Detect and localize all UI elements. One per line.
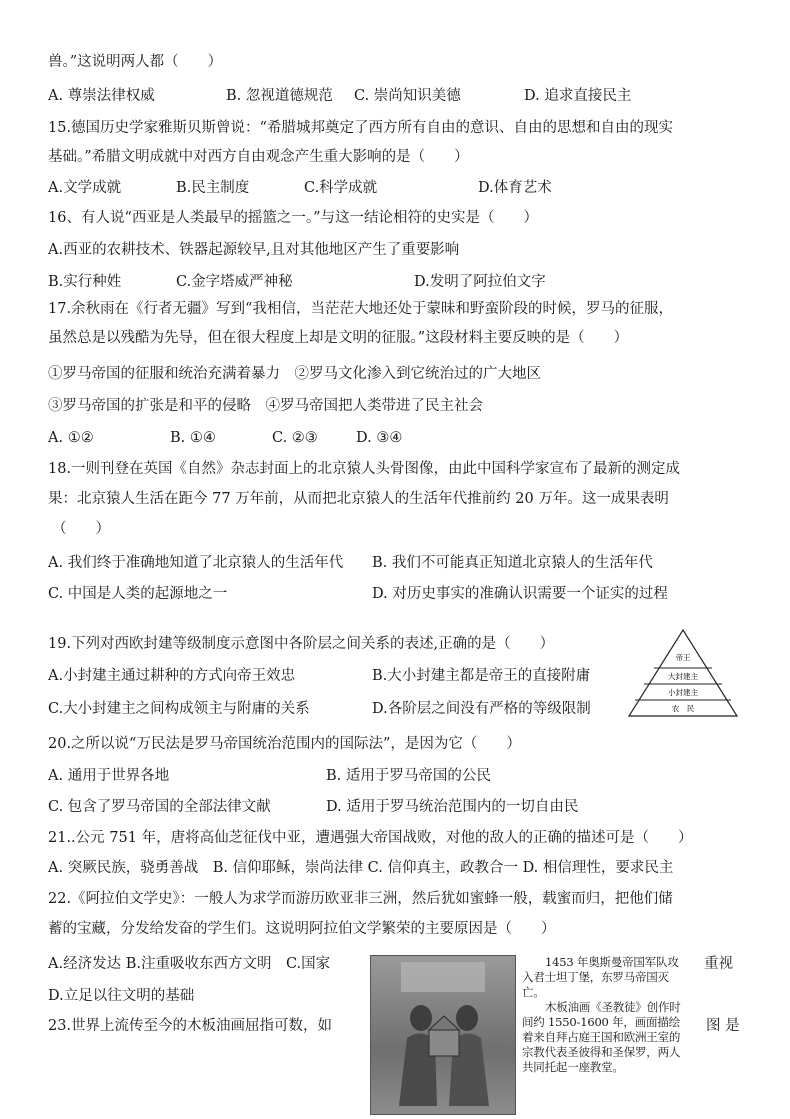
q20-option-d: D. 适用于罗马统治范围内的一切自由民 [326,799,579,815]
q19-option-d: D.各阶层之间没有严格的等级限制 [372,701,591,717]
painting-caption [522,955,682,1075]
q21-options: A. 突厥民族，骁勇善战 B. 信仰耶稣，崇尚法律 C. 信仰真主，政教合一 D. 相信理性，要求民主 [48,860,674,876]
q17-option-b: B. ①④ [170,430,216,446]
q17-stem-1: 17.余秋雨在《行者无疆》写到“我相信，当茫茫大地还处于蒙昧和野蛮阶段的时候，罗马的征服， [48,301,673,317]
q17-option-c: C. ②③ [272,430,318,446]
q15-option-d: D.体育艺术 [478,180,552,196]
q22-options-1-tail: 重视 [704,956,733,972]
q16-option-a: A.西亚的农耕技术、铁器起源较早,且对其他地区产生了重要影响 [48,242,460,258]
q19-stem: 19.下列对西欧封建等级制度示意图中各阶层之间关系的表述,正确的是（ ） [48,636,555,652]
pyramid-tier-3: 小封建主 [668,688,698,697]
pyramid-tier-4: 农 民 [671,704,695,713]
pyramid-tier-1: 帝王 [675,653,691,662]
q18-option-c: C. 中国是人类的起源地之一 [48,586,228,602]
q19-option-c: C.大小封建主之间构成领主与附庸的关系 [48,701,310,717]
q14-option-d: D. 追求直接民主 [524,88,632,104]
q18-option-a: A. 我们终于准确地知道了北京猿人的生活年代 [48,555,344,571]
q20-option-b: B. 适用于罗马帝国的公民 [326,768,491,784]
q16-option-b: B.实行种姓 [48,274,122,290]
q15-stem-2: 基础。”希腊文明成就中对西方自由观念产生重大影响的是（ ） [48,149,469,165]
q19-option-a: A.小封建主通过耕种的方式向帝王效忠 [48,668,296,684]
q14-stem-end: 兽。”这说明两人都（ ） [48,54,223,70]
q17-stem-2: 虽然总是以残酷为先导，但在很大程度上却是文明的征服。”这段材料主要反映的是（ ） [48,330,629,346]
q18-stem-1: 18.一则刊登在英国《自然》杂志封面上的北京猿人头骨图像，由此中国科学家宣布了最新的测定成 [48,461,681,477]
q23-stem-tail: 图 是 [706,1018,740,1034]
q22-option-d: D.立足以往文明的基础 [48,988,195,1004]
saints-painting-image [370,955,516,1115]
q14-option-c: C. 崇尚知识美德 [354,88,461,104]
q14-option-b: B. 忽视道德规范 [226,88,333,104]
q19-option-b: B.大小封建主都是帝王的直接附庸 [372,668,591,684]
q15-option-c: C.科学成就 [304,180,378,196]
q22-options-1: A.经济发达 B.注重吸收东西方文明 C.国家 [48,956,331,972]
q20-stem: 20.之所以说“万民法是罗马帝国统治范围内的国际法”，是因为它（ ） [48,736,521,752]
q16-option-d: D.发明了阿拉伯文字 [414,274,546,290]
q17-option-a: A. ①② [48,430,94,446]
q20-option-c: C. 包含了罗马帝国的全部法律文献 [48,799,271,815]
q21-stem: 21..公元 751 年，唐将高仙芝征伐中亚，遭遇强大帝国战败，对他的敌人的正确的描述可是（ ） [48,830,693,846]
q22-stem-1: 22.《阿拉伯文学史》：一般人为求学而游历欧亚非三洲，然后犹如蜜蜂一般，载蜜而归，把他们储 [48,891,673,907]
q23-stem: 23.世界上流传至今的木板油画屈指可数，如 [48,1018,333,1034]
caption-paragraph-2: 木板油画《圣教徒》创作时间约 1550-1600 年，画面描绘着来自拜占庭王国和欧洲王室的宗教代表圣彼得和圣保罗，两人共同托起一座教堂。 [522,1000,681,1074]
q17-option-d: D. ③④ [356,430,403,446]
q22-stem-2: 蓄的宝藏，分发给发奋的学生们。这说明阿拉伯文学繁荣的主要原因是（ ） [48,921,556,937]
q14-option-a: A. 尊崇法律权威 [48,88,155,104]
pyramid-tier-2: 大封建主 [668,672,698,681]
q17-statement-1: ①罗马帝国的征服和统治充满着暴力 ②罗马文化渗入到它统治过的广大地区 [48,366,541,382]
q18-stem-3: （ ） [52,521,110,537]
q15-option-b: B.民主制度 [176,180,250,196]
q15-stem-1: 15.德国历史学家雅斯贝斯曾说：“希腊城邦奠定了西方所有自由的意识、自由的思想和自由的现实 [48,120,673,136]
q18-option-b: B. 我们不可能真正知道北京猿人的生活年代 [372,555,653,571]
q18-stem-2: 果：北京猿人生活在距今 77 万年前，从而把北京猿人的生活年代推前约 20 万年。这一成果表明 [48,491,669,507]
q17-statement-2: ③罗马帝国的扩张是和平的侵略 ④罗马帝国把人类带进了民主社会 [48,398,483,414]
q16-stem: 16、有人说“西亚是人类最早的摇篮之一。”与这一结论相符的史实是（ ） [48,210,539,226]
q20-option-a: A. 通用于世界各地 [48,768,170,784]
q15-option-a: A.文学成就 [48,180,122,196]
q18-option-d: D. 对历史事实的准确认识需要一个证实的过程 [372,586,668,602]
feudal-pyramid-diagram [627,628,739,718]
q16-option-c: C.金字塔威严神秘 [176,274,293,290]
caption-paragraph-1: 1453 年奥斯曼帝国军队攻入君士坦丁堡，东罗马帝国灭亡。 [522,955,679,999]
